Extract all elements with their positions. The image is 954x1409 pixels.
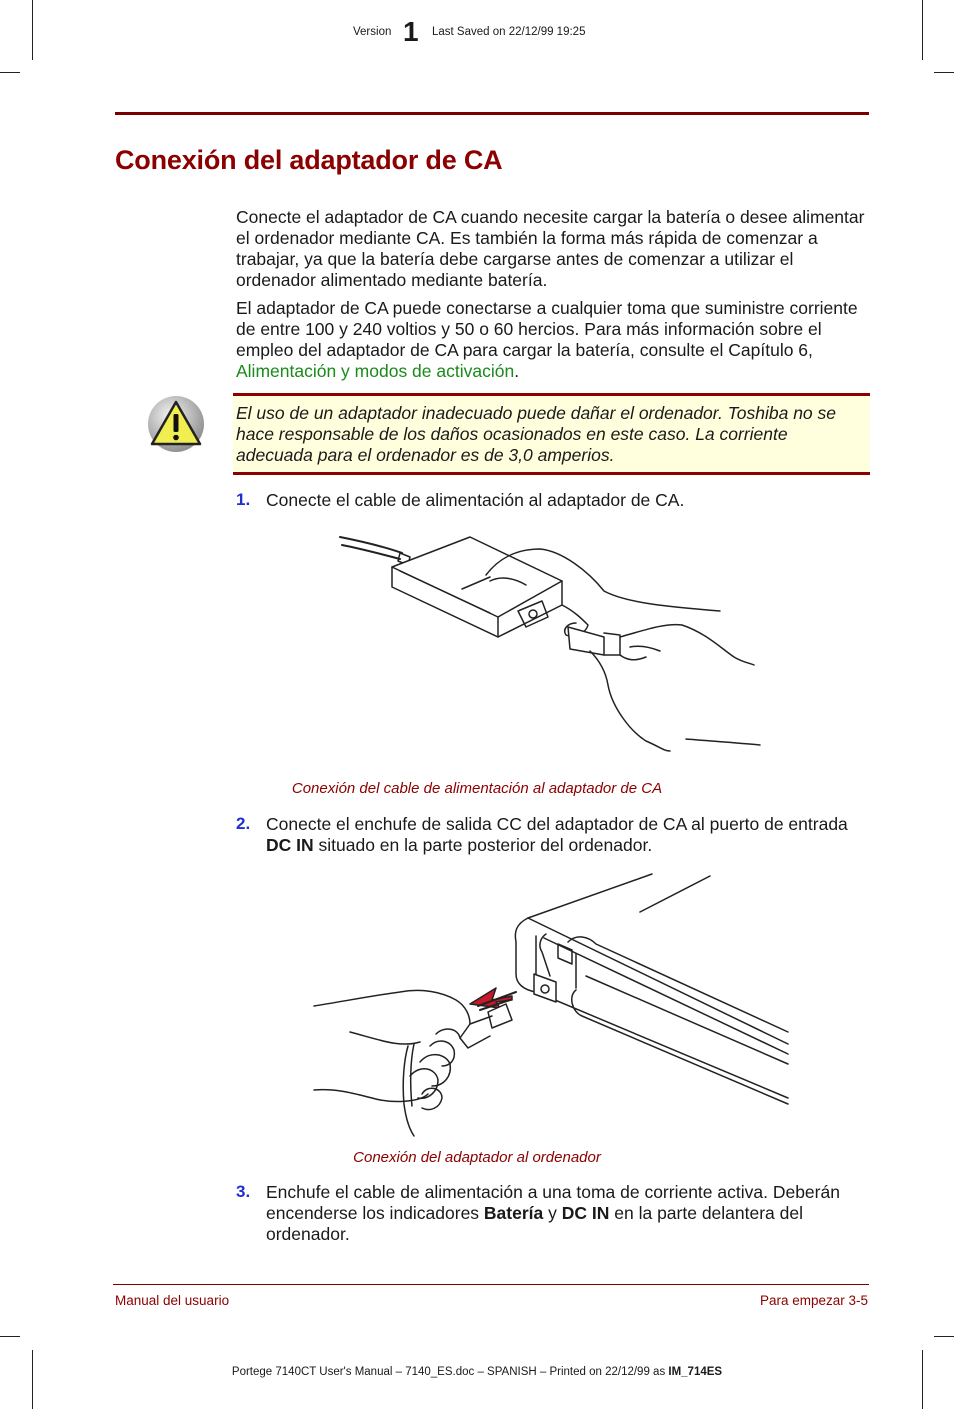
- step-3-text-c: en la parte delantera del ordenador.: [266, 1203, 804, 1244]
- step-2-text-a: Conecte el enchufe de salida CC del adaptador de CA al puerto de entrada: [266, 814, 848, 834]
- crop-mark: [32, 1350, 33, 1409]
- step-2-number: 2.: [236, 814, 251, 833]
- figure-ac-adapter-cable: [330, 525, 770, 775]
- warning-icon: [145, 395, 207, 453]
- footer-manual-title: Manual del usuario: [115, 1293, 230, 1308]
- figure-2-caption: Conexión del adaptador al ordenador: [353, 1149, 601, 1166]
- intro-paragraph-2: [236, 298, 866, 382]
- intro-paragraph-2-text: El adaptador de CA puede conectarse a cualquier toma que suministre corriente de entre 100 y 240 voltios y 50 o 60 hercios. Para más información sobre el empleo del adaptador de CA para cargar la batería, consulte el Capítulo 6,: [236, 298, 858, 360]
- chapter-link[interactable]: Alimentación y modos de activación: [236, 361, 515, 381]
- step-3-text-b: y: [543, 1203, 562, 1223]
- top-rule: [115, 112, 869, 115]
- print-info: [0, 1366, 954, 1378]
- figure-1-caption: Conexión del cable de alimentación al adaptador de CA: [291, 780, 663, 797]
- crop-mark: [0, 72, 20, 73]
- print-info-id: IM_714ES: [668, 1366, 723, 1378]
- crop-mark: [922, 1350, 923, 1409]
- crop-mark: [934, 72, 954, 73]
- step-2-text: [266, 814, 866, 856]
- step-2-text-b: situado en la parte posterior del ordenador.: [313, 835, 653, 855]
- crop-mark: [934, 1336, 954, 1337]
- figure-adapter-to-computer: [310, 872, 795, 1137]
- step-3-bateria: Batería: [483, 1203, 544, 1223]
- step-3-dcin: DC IN: [561, 1203, 610, 1223]
- version-label: Version: [353, 26, 392, 38]
- step-3-text-a: Enchufe el cable de alimentación a una toma de corriente activa. Deberán encenderse los indicadores: [266, 1182, 840, 1223]
- print-header: [0, 16, 954, 47]
- footer-page-number: Para empezar 3-5: [759, 1293, 868, 1308]
- warning-text: El uso de un adaptador inadecuado puede dañar el ordenador. Toshiba no se hace responsable de los daños ocasionados en este caso. La corriente adecuada para el ordenador es de 3,0 amperios.: [236, 403, 837, 465]
- step-2-dcin: DC IN: [266, 835, 314, 855]
- crop-mark: [0, 1336, 20, 1337]
- print-info-text: Portege 7140CT User's Manual – 7140_ES.doc – SPANISH – Printed on 22/12/99 as: [231, 1366, 669, 1378]
- last-saved: Last Saved on 22/12/99 19:25: [432, 26, 586, 38]
- step-1-text: Conecte el cable de alimentación al adaptador de CA.: [266, 490, 685, 510]
- step-1-number: 1.: [236, 490, 251, 509]
- version-number: 1: [403, 16, 419, 47]
- bottom-rule: [113, 1284, 869, 1285]
- page-title: Conexión del adaptador de CA: [115, 145, 503, 175]
- intro-paragraph-2-end: .: [514, 361, 520, 381]
- step-3-text: [266, 1182, 866, 1245]
- step-3-number: 3.: [236, 1182, 251, 1201]
- intro-paragraph-1: Conecte el adaptador de CA cuando necesite cargar la batería o desee alimentar el ordenador mediante CA. Es también la forma más rápida de comenzar a trabajar, ya que la batería debe cargarse antes de comenzar a utilizar el ordenador alimentado mediante batería.: [236, 207, 865, 290]
